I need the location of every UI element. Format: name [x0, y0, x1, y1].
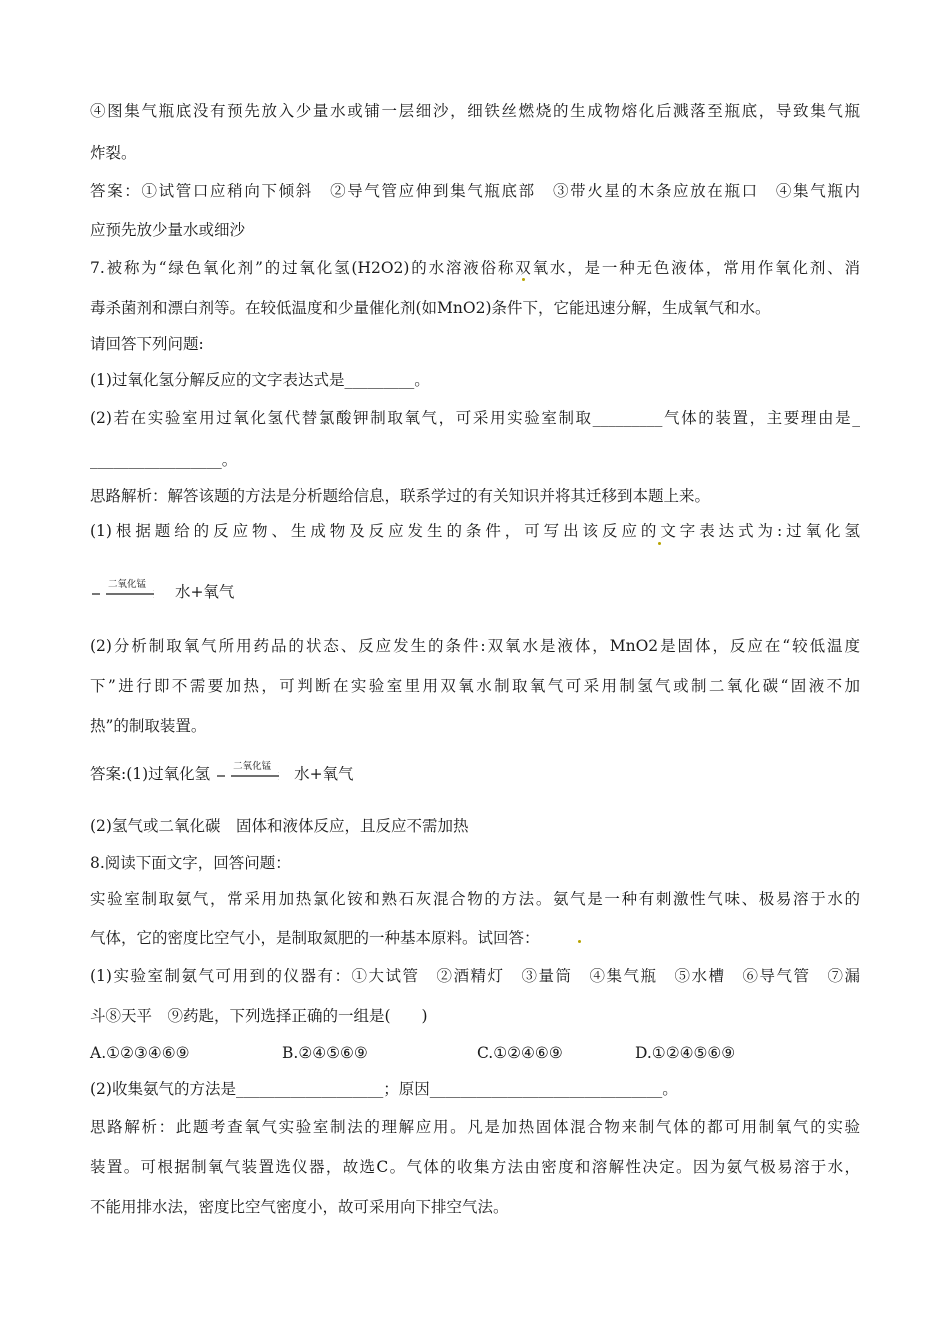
q7-question-2-line1: (2)若在实验室用过氧化氢代替氯酸钾制取氧气，可采用实验室制取_________气体的装置，主要理由是_ — [90, 409, 860, 427]
q7-explanation-2-line1: (2)分析制取氧气所用药品的状态、反应发生的条件:双氧水是液体，MnO2是固体，反应在“较低温度 — [90, 637, 860, 655]
catalyst-label: 二氧化锰 — [233, 761, 272, 772]
reaction-equation-1 — [90, 579, 235, 603]
q7-answer-1 — [90, 761, 354, 785]
q8-title: 8.阅读下面文字，回答问题： — [90, 854, 291, 872]
q8-analysis-line3: 不能用排水法，密度比空气密度小，故可采用向下排空气法。 — [90, 1198, 509, 1216]
option-c: C.①②④⑥⑨ — [477, 1044, 563, 1062]
option-d: D.①②④⑤⑥⑨ — [635, 1044, 736, 1062]
answer-prefix: 答案:(1)过氧化氢 — [90, 765, 211, 783]
q8-passage-line1: 实验室制取氨气，常采用加热氯化铵和熟石灰混合物的方法。氨气是一种有刺激性气味、极易溶于水的 — [90, 890, 860, 908]
speck-mark — [578, 940, 581, 943]
q8-question-1-line2: 斗⑧天平 ⑨药匙，下列选择正确的一组是( ) — [90, 1007, 428, 1025]
option-a: A.①②③④⑥⑨ — [90, 1044, 190, 1062]
q7-analysis-intro: 思路解析：解答该题的方法是分析题给信息，联系学过的有关知识并将其迁移到本题上来。 — [90, 487, 711, 505]
q8-analysis-line2: 装置。可根据制氧气装置选仪器，故选C。气体的收集方法由密度和溶解性决定。因为氨气极易溶于水， — [90, 1158, 860, 1176]
q6-answer-line1: 答案：①试管口应稍向下倾斜 ②导气管应伸到集气瓶底部 ③带火星的木条应放在瓶口 ④集气瓶内 — [90, 182, 860, 200]
catalyst-label: 二氧化锰 — [108, 579, 147, 590]
q7-explanation-2-line3: 热”的制取装置。 — [90, 717, 207, 735]
arrow-icon — [90, 589, 154, 599]
q6-point4-line2: 炸裂。 — [90, 144, 137, 162]
q7-prompt: 请回答下列问题: — [90, 335, 204, 353]
reaction-products: 水+氧气 — [174, 583, 235, 601]
reaction-products: 水+氧气 — [294, 765, 354, 783]
q7-stem-line2: 毒杀菌剂和漂白剂等。在较低温度和少量催化剂(如MnO2)条件下，它能迅速分解，生成氧气和水。 — [90, 299, 771, 317]
q8-passage-line2: 气体，它的密度比空气小，是制取氮肥的一种基本原料。试回答： — [90, 929, 540, 947]
q8-question-1-line1: (1)实验室制氨气可用到的仪器有：①大试管 ②酒精灯 ③量筒 ④集气瓶 ⑤水槽 ⑥导气管 ⑦漏 — [90, 967, 860, 985]
q7-explanation-2-line2: 下”进行即不需要加热，可判断在实验室里用双氧水制取氧气可采用制氢气或制二氧化碳“固液不加 — [90, 677, 860, 695]
q6-point4-line1: ④图集气瓶底没有预先放入少量水或铺一层细沙，细铁丝燃烧的生成物熔化后溅落至瓶底，导致集气瓶 — [90, 102, 860, 120]
q7-answer-2: (2)氢气或二氧化碳 固体和液体反应，且反应不需加热 — [90, 817, 469, 835]
reaction-arrow — [90, 579, 154, 603]
reaction-arrow — [215, 761, 279, 785]
q8-analysis-line1: 思路解析：此题考查氧气实验室制法的理解应用。凡是加热固体混合物来制气体的都可用制氧气的实验 — [90, 1118, 860, 1136]
q7-question-2-line2: _________________。 — [90, 451, 238, 469]
q7-stem-line1: 7.被称为“绿色氧化剂”的过氧化氢(H2O2)的水溶液俗称双氧水，是一种无色液体，常用作氧化剂、消 — [90, 259, 860, 277]
q7-question-1: (1)过氧化氢分解反应的文字表达式是_________。 — [90, 371, 430, 389]
q8-question-2: (2)收集氨气的方法是___________________；原因______________________________。 — [90, 1080, 678, 1098]
arrow-icon — [215, 771, 279, 781]
q7-explanation-1: (1)根据题给的反应物、生成物及反应发生的条件，可写出该反应的文字表达式为:过氧化氢 — [90, 522, 860, 540]
option-b: B.②④⑤⑥⑨ — [282, 1044, 368, 1062]
speck-mark — [658, 542, 661, 545]
speck-mark — [522, 278, 525, 281]
q6-answer-line2: 应预先放少量水或细沙 — [90, 221, 246, 239]
